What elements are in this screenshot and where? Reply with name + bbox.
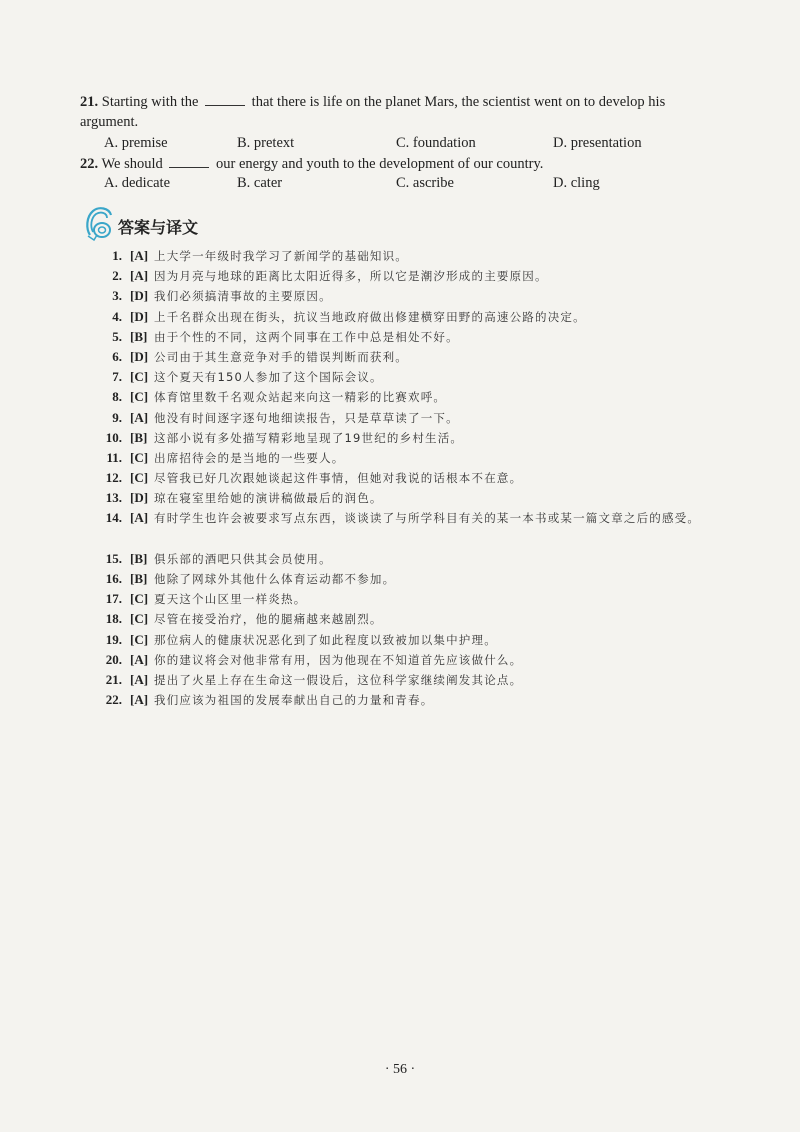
answer-number: 18.	[105, 611, 122, 627]
answer-item	[96, 327, 716, 347]
answer-number: 12.	[105, 470, 122, 486]
section-title: 答案与译文	[118, 218, 199, 237]
answer-letter: [A]	[130, 409, 149, 425]
answer-letter: [B]	[130, 429, 148, 445]
answer-item	[96, 246, 716, 266]
answer-translation: 体育馆里数千名观众站起来向这一精彩的比赛欢呼。	[154, 390, 447, 405]
answer-number: 11.	[106, 449, 122, 465]
answer-letter: [C]	[130, 369, 149, 385]
answer-letter: [C]	[130, 611, 149, 627]
answer-item	[96, 266, 716, 286]
answer-item	[96, 609, 716, 629]
answer-item	[96, 508, 716, 548]
option-c: C. ascribe	[396, 175, 454, 191]
option-a: A. premise	[104, 135, 168, 151]
answer-number: 16.	[105, 571, 122, 587]
answer-blank	[205, 93, 245, 106]
answer-item	[96, 670, 716, 690]
answer-number: 8.	[112, 389, 122, 405]
answer-item	[96, 690, 716, 710]
option-a: A. dedicate	[104, 175, 171, 191]
answer-letter: [C]	[130, 449, 149, 465]
answers-list	[96, 246, 716, 710]
answer-item	[96, 650, 716, 670]
option-b: B. pretext	[237, 135, 295, 151]
answer-item	[96, 488, 716, 508]
answer-number: 4.	[112, 308, 122, 324]
question-number: 22.	[80, 156, 99, 172]
answer-number: 19.	[105, 631, 122, 647]
question-text-after: our energy and youth to the development of our country.	[216, 156, 544, 172]
answer-translation: 上千名群众出现在街头，抗议当地政府做出修建横穿田野的高速公路的决定。	[154, 309, 586, 324]
question-text-after: that there is life on the planet Mars, the scientist went on to develop his argument.	[80, 94, 666, 130]
answer-item	[96, 630, 716, 650]
answer-translation: 因为月亮与地球的距离比太阳近得多，所以它是潮汐形成的主要原因。	[154, 269, 548, 284]
answer-translation: 他除了网球外其他什么体育运动都不参加。	[154, 572, 396, 587]
answer-letter: [A]	[130, 692, 149, 708]
answer-translation: 他没有时间逐字逐句地细读报告，只是草草读了一下。	[154, 410, 459, 425]
answer-number: 10.	[105, 429, 122, 445]
answer-translation: 有时学生也许会被要求写点东西，谈谈读了与所学科目有关的某一本书或某一篇文章之后的感受。	[154, 511, 701, 526]
answer-translation: 公司由于其生意竞争对手的错误判断而获利。	[154, 349, 408, 364]
answer-number: 15.	[105, 550, 122, 566]
answer-translation: 这部小说有多处描写精彩地呈现了19世纪的乡村生活。	[154, 430, 464, 445]
answer-translation: 出席招待会的是当地的一些要人。	[154, 450, 345, 465]
answer-letter: [B]	[130, 550, 148, 566]
answer-number: 22.	[105, 692, 122, 708]
answer-number: 9.	[112, 409, 122, 425]
question-22-options	[104, 175, 704, 195]
answer-number: 5.	[112, 328, 122, 344]
question-number: 21.	[80, 94, 99, 110]
answer-item	[96, 286, 716, 306]
answer-translation: 提出了火星上存在生命这一假设后，这位科学家继续阐发其论点。	[154, 672, 523, 687]
answer-number: 20.	[105, 651, 122, 667]
answer-item	[96, 428, 716, 448]
answer-translation: 俱乐部的酒吧只供其会员使用。	[154, 551, 332, 566]
answer-letter: [D]	[130, 288, 149, 304]
answer-number: 13.	[105, 490, 122, 506]
answer-letter: [B]	[130, 571, 148, 587]
section-logo-icon	[84, 205, 114, 241]
answer-translation: 由于个性的不同，这两个同事在工作中总是相处不好。	[154, 329, 459, 344]
answer-number: 21.	[105, 671, 122, 687]
answer-letter: [D]	[130, 348, 149, 364]
answer-letter: [C]	[130, 591, 149, 607]
answer-item	[96, 307, 716, 327]
answer-letter: [C]	[130, 470, 149, 486]
option-c: C. foundation	[396, 135, 476, 151]
option-d: D. cling	[553, 175, 600, 191]
answer-letter: [A]	[130, 671, 149, 687]
answer-item	[96, 387, 716, 407]
answer-number: 1.	[112, 248, 122, 263]
answer-letter: [A]	[130, 248, 149, 263]
answer-translation: 那位病人的健康状况恶化到了如此程度以致被加以集中护理。	[154, 632, 497, 647]
answer-item	[96, 569, 716, 589]
answer-translation: 上大学一年级时我学习了新闻学的基础知识。	[154, 249, 408, 263]
answer-number: 6.	[112, 348, 122, 364]
question-text-before: Starting with the	[101, 94, 199, 110]
answer-letter: [A]	[130, 510, 149, 526]
answer-translation: 夏天这个山区里一样炎热。	[154, 592, 307, 607]
option-d: D. presentation	[553, 135, 642, 151]
answer-translation: 尽管在接受治疗，他的腿痛越来越剧烈。	[154, 612, 383, 627]
answer-number: 3.	[112, 288, 122, 304]
question-22	[80, 154, 720, 174]
answer-letter: [C]	[130, 389, 149, 405]
answer-item	[96, 448, 716, 468]
answer-letter: [A]	[130, 651, 149, 667]
answer-letter: [C]	[130, 631, 149, 647]
answer-translation: 尽管我已好几次跟她谈起这件事情，但她对我说的话根本不在意。	[154, 471, 523, 486]
answer-item	[96, 347, 716, 367]
question-text-before: We should	[101, 156, 163, 172]
answer-translation: 这个夏天有150人参加了这个国际会议。	[154, 370, 383, 385]
answer-letter: [B]	[130, 328, 148, 344]
answer-number: 2.	[112, 268, 122, 284]
answer-item	[96, 468, 716, 488]
answer-letter: [D]	[130, 490, 149, 506]
answer-letter: [D]	[130, 308, 149, 324]
page-number: · 56 ·	[384, 1062, 416, 1077]
answer-translation: 你的建议将会对他非常有用，因为他现在不知道首先应该做什么。	[154, 652, 523, 667]
answer-number: 14.	[105, 510, 122, 526]
answer-translation: 琼在寝室里给她的演讲稿做最后的润色。	[154, 491, 383, 506]
question-21	[80, 92, 720, 132]
answer-item	[96, 367, 716, 387]
answer-translation: 我们必须搞清事故的主要原因。	[154, 289, 332, 304]
option-b: B. cater	[237, 175, 283, 191]
answer-item	[96, 549, 716, 569]
answer-translation: 我们应该为祖国的发展奉献出自己的力量和青春。	[154, 693, 434, 708]
answer-item	[96, 589, 716, 609]
answer-number: 17.	[105, 591, 122, 607]
answer-letter: [A]	[130, 268, 149, 284]
question-21-options	[104, 135, 704, 155]
answer-blank	[169, 155, 209, 168]
answer-item	[96, 408, 716, 428]
answer-number: 7.	[112, 369, 122, 385]
